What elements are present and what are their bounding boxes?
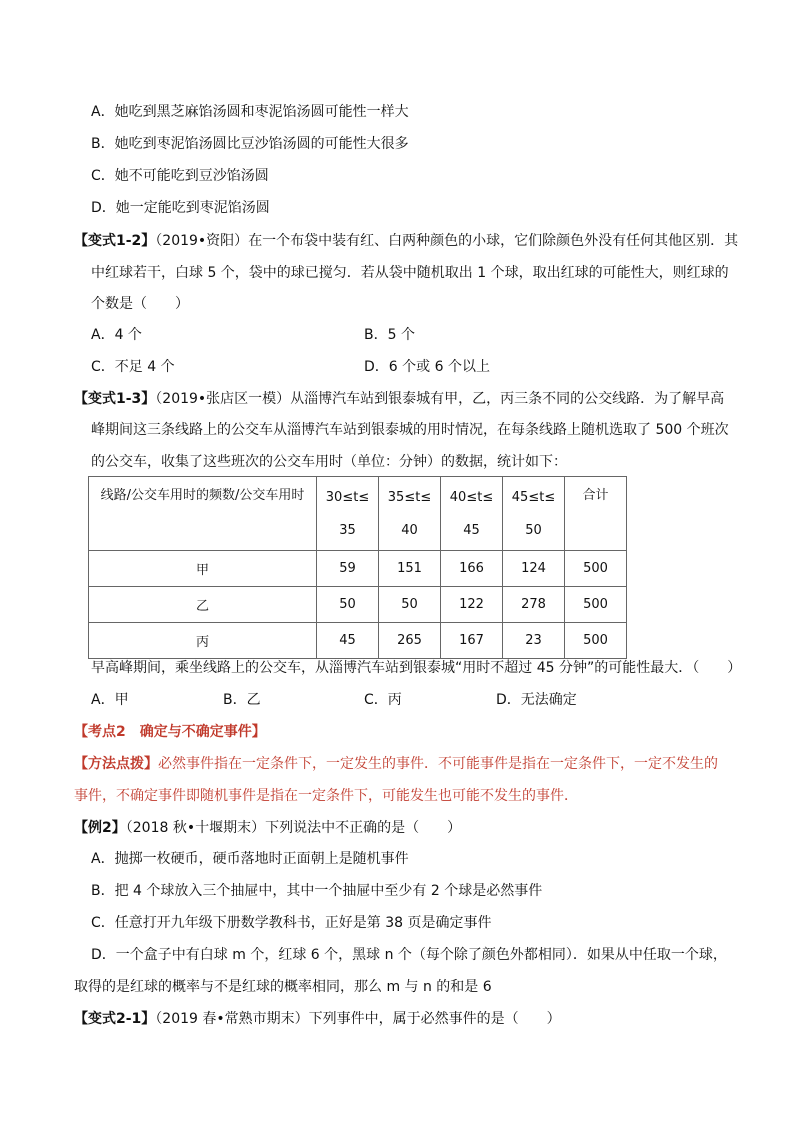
variant-2-1-tag: 【变式2-1】 [74, 1011, 156, 1027]
variant-1-2-line1 [74, 231, 738, 251]
example-2-option-d-line2: 取得的是红球的概率与不是红球的概率相同，那么 m 与 n 的和是 6 [74, 979, 492, 995]
example-2-option-a: A．抛掷一枚硬币，硬币落地时正面朝上是随机事件 [91, 851, 409, 867]
table-col-header: 30≤t≤ 35 [317, 477, 379, 551]
table-row-label: 乙 [89, 587, 317, 623]
table-col-header: 40≤t≤ 45 [441, 477, 503, 551]
variant-1-3-source: （2019•张店区一模） [155, 391, 291, 407]
example-2-option-b: B．把 4 个球放入三个抽屉中，其中一个抽屉中至少有 2 个球是必然事件 [91, 883, 543, 899]
table-cell: 265 [379, 623, 441, 659]
option-a: A．她吃到黑芝麻馅汤圆和枣泥馅汤圆可能性一样大 [91, 104, 409, 120]
example-2-option-c: C．任意打开九年级下册数学教科书，正好是第 38 页是确定事件 [91, 915, 492, 931]
table-cell: 50 [379, 587, 441, 623]
variant-1-3-option-d: D．无法确定 [496, 692, 577, 708]
method-line2: 事件，不确定事件即随机事件是指在一定条件下，可能发生也可能不发生的事件． [74, 788, 578, 804]
table-cell: 124 [503, 551, 565, 587]
table-col-header: 35≤t≤ 40 [379, 477, 441, 551]
variant-1-2-line3: 个数是（ ） [91, 296, 189, 312]
method-line1 [74, 754, 718, 774]
example-2-line1 [74, 818, 461, 838]
variant-1-3-line2: 峰期间这三条线路上的公交车从淄博汽车站到银泰城的用时情况，在每条线路上随机选取了 500 个班次 [91, 422, 729, 438]
table-cell: 500 [565, 551, 627, 587]
table-cell: 278 [503, 587, 565, 623]
table-corner-header: 线路/公交车用时的频数/公交车用时 [89, 477, 317, 551]
table-row-label: 甲 [89, 551, 317, 587]
variant-1-2-line2: 中红球若干，白球 5 个，袋中的球已搅匀．若从袋中随机取出 1 个球，取出红球的可能性大，则红球的 [91, 265, 729, 281]
table-row [89, 587, 627, 623]
variant-1-2-text: 在一个布袋中装有红、白两种颜色的小球，它们除颜色外没有任何其他区别．其 [248, 233, 739, 249]
variant-1-3-line3: 的公交车，收集了这些班次的公交车用时（单位：分钟）的数据，统计如下： [91, 454, 567, 470]
variant-1-2-source: （2019•资阳） [155, 233, 249, 249]
table-cell: 166 [441, 551, 503, 587]
variant-1-3-option-b: B．乙 [223, 692, 261, 708]
table-cell: 50 [317, 587, 379, 623]
table-cell: 45 [317, 623, 379, 659]
variant-1-2-option-c: C．不足 4 个 [91, 359, 175, 375]
table-cell: 122 [441, 587, 503, 623]
example-2-text: （2018 秋•十堰期末）下列说法中不正确的是（ ） [125, 820, 462, 836]
table-row [89, 623, 627, 659]
variant-1-2-option-a: A．4 个 [91, 327, 142, 343]
variant-1-2-tag: 【变式1-2】 [74, 233, 156, 249]
table-cell: 59 [317, 551, 379, 587]
section-heading: 【考点2 确定与不确定事件】 [74, 724, 266, 740]
table-cell: 167 [441, 623, 503, 659]
method-tag: 【方法点拨】 [74, 756, 158, 772]
bus-time-table [88, 476, 627, 659]
variant-1-3-option-c: C．丙 [364, 692, 402, 708]
option-b: B．她吃到枣泥馅汤圆比豆沙馅汤圆的可能性大很多 [91, 136, 409, 152]
option-c: C．她不可能吃到豆沙馅汤圆 [91, 168, 269, 184]
table-row-label: 丙 [89, 623, 317, 659]
variant-1-2-option-d: D．6 个或 6 个以上 [364, 359, 490, 375]
table-row [89, 551, 627, 587]
variant-1-3-line1 [74, 389, 724, 409]
example-2-tag: 【例2】 [74, 820, 126, 836]
variant-1-3-text: 从淄博汽车站到银泰城有甲，乙，丙三条不同的公交线路．为了解早高 [290, 391, 725, 407]
variant-2-1-line1 [74, 1009, 561, 1029]
example-2-option-d-line1: D．一个盒子中有白球 m 个，红球 6 个，黑球 n 个（每个除了颜色外都相同）．如果从中任取一个球， [91, 947, 727, 963]
table-cell: 23 [503, 623, 565, 659]
variant-1-3-tag: 【变式1-3】 [74, 391, 156, 407]
table-cell: 500 [565, 623, 627, 659]
table-total-header: 合计 [565, 477, 627, 551]
table-cell: 500 [565, 587, 627, 623]
table-cell: 151 [379, 551, 441, 587]
option-d: D．她一定能吃到枣泥馅汤圆 [91, 200, 270, 216]
method-text: 必然事件指在一定条件下，一定发生的事件．不可能事件是指在一定条件下，一定不发生的 [158, 756, 718, 772]
table-col-header: 45≤t≤ 50 [503, 477, 565, 551]
variant-1-2-option-b: B．5 个 [364, 327, 415, 343]
variant-1-3-question: 早高峰期间，乘坐线路上的公交车，从淄博汽车站到银泰城“用时不超过 45 分钟”的可能性最大．（ ） [91, 660, 742, 676]
variant-2-1-text: （2019 春•常熟市期末）下列事件中，属于必然事件的是（ ） [155, 1011, 561, 1027]
variant-1-3-option-a: A．甲 [91, 692, 129, 708]
